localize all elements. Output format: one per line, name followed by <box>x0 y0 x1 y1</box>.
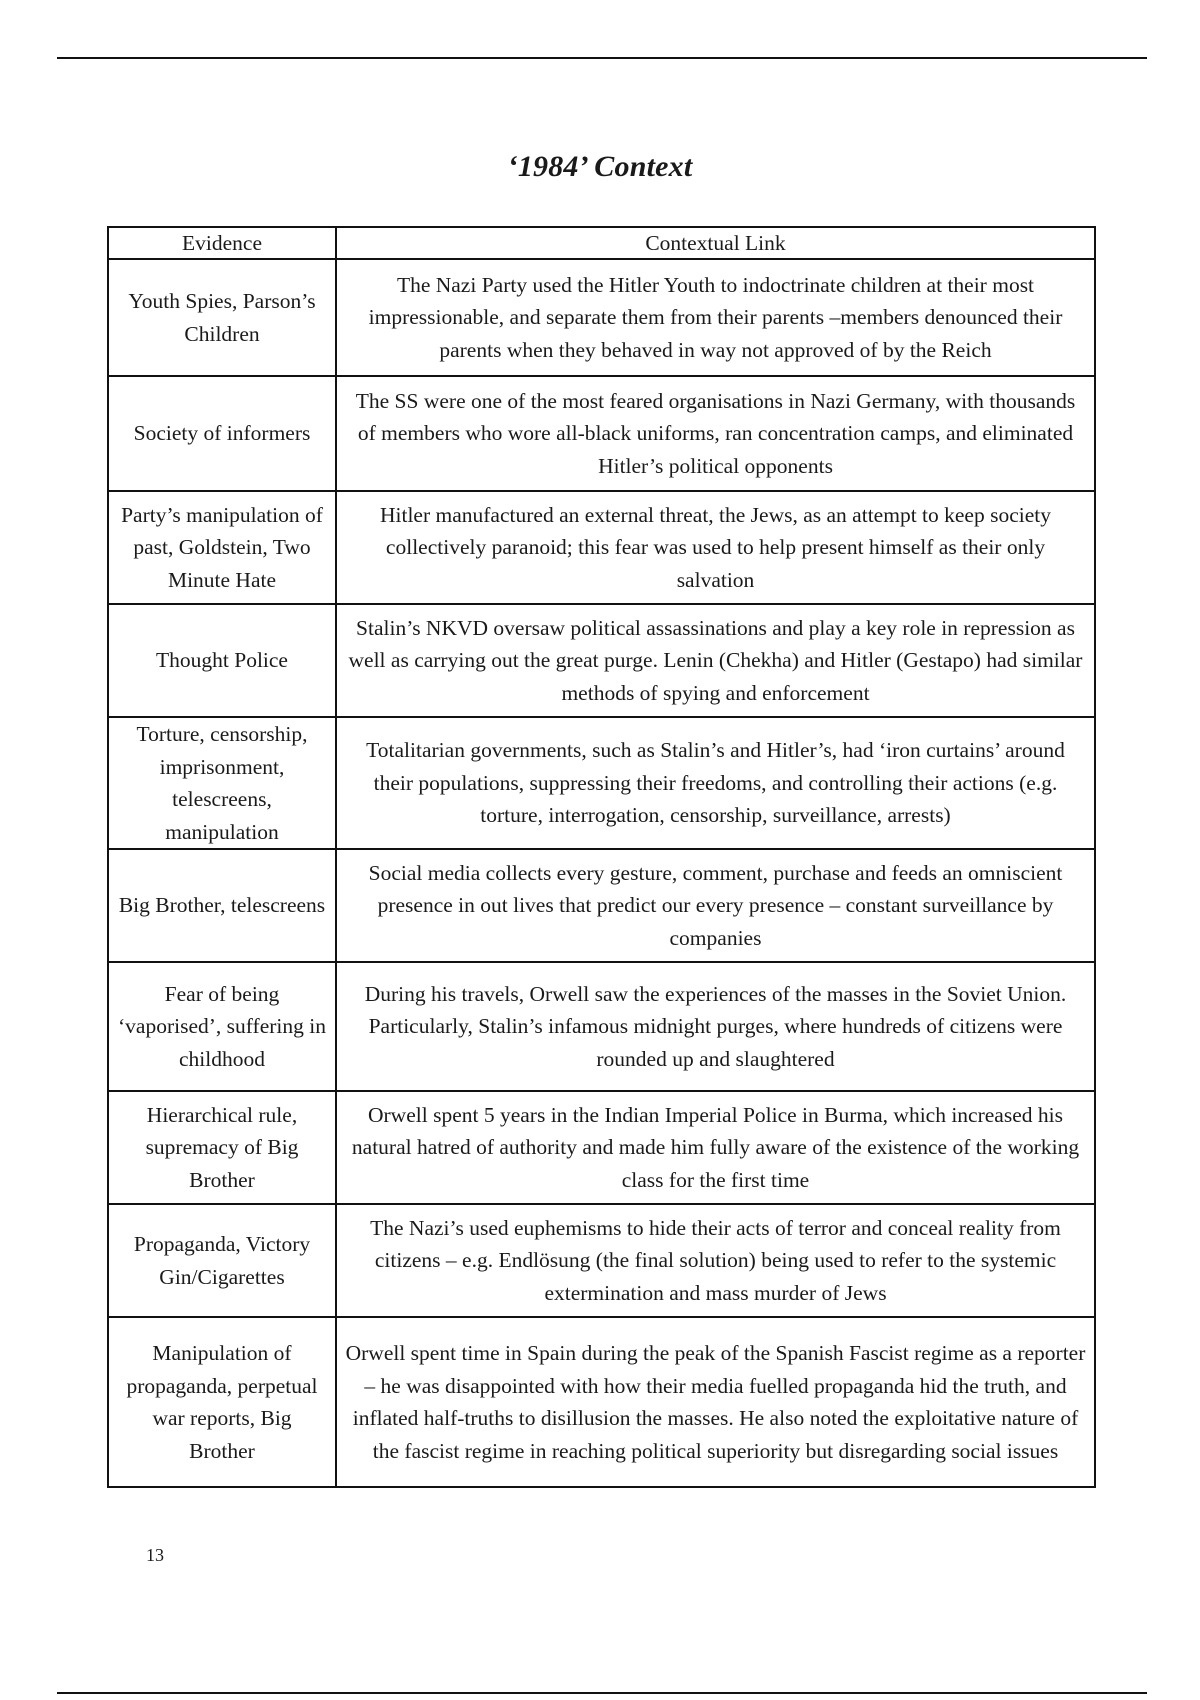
evidence-cell: Fear of being ‘vaporised’, suffering in childhood <box>108 962 336 1091</box>
contextual-link-cell: Orwell spent 5 years in the Indian Imperial Police in Burma, which increased his natural hatred of authority and made him fully aware of the existence of the working class for the first time <box>336 1091 1095 1204</box>
evidence-cell: Hierarchical rule, supremacy of Big Brother <box>108 1091 336 1204</box>
contextual-link-cell: Hitler manufactured an external threat, the Jews, as an attempt to keep society collectively paranoid; this fear was used to help present himself as their only salvation <box>336 491 1095 604</box>
table-row <box>108 1204 1095 1317</box>
evidence-cell: Torture, censorship, imprisonment, telescreens, manipulation <box>108 717 336 849</box>
evidence-cell: Propaganda, Victory Gin/Cigarettes <box>108 1204 336 1317</box>
contextual-link-cell: The SS were one of the most feared organisations in Nazi Germany, with thousands of members who wore all-black uniforms, ran concentration camps, and eliminated Hitler’s political opponents <box>336 376 1095 491</box>
table-row <box>108 491 1095 604</box>
evidence-cell: Party’s manipulation of past, Goldstein, Two Minute Hate <box>108 491 336 604</box>
evidence-cell: Big Brother, telescreens <box>108 849 336 962</box>
evidence-cell: Society of informers <box>108 376 336 491</box>
table-header-row <box>108 227 1095 259</box>
header-evidence: Evidence <box>108 227 336 259</box>
contextual-link-cell: Stalin’s NKVD oversaw political assassinations and play a key role in repression as well as carrying out the great purge. Lenin (Chekha) and Hitler (Gestapo) had similar methods of spying and enforcement <box>336 604 1095 717</box>
table-row <box>108 1317 1095 1487</box>
evidence-cell: Thought Police <box>108 604 336 717</box>
context-table <box>107 226 1096 1488</box>
table-row <box>108 849 1095 962</box>
page-number: 13 <box>146 1545 164 1565</box>
top-rule <box>57 57 1147 59</box>
page-title: ‘1984’ Context <box>507 150 693 183</box>
contextual-link-cell: The Nazi Party used the Hitler Youth to indoctrinate children at their most impressionable, and separate them from their parents –members denounced their parents when they behaved in way not approved of by the Reich <box>336 259 1095 376</box>
header-contextual-link: Contextual Link <box>336 227 1095 259</box>
contextual-link-cell: Orwell spent time in Spain during the peak of the Spanish Fascist regime as a reporter – he was disappointed with how their media fuelled propaganda hid the truth, and inflated half-truths to disillusion the masses. He also noted the exploitative nature of the fascist regime in reaching political superiority but disregarding social issues <box>336 1317 1095 1487</box>
table-row <box>108 717 1095 849</box>
bottom-rule <box>57 1692 1147 1694</box>
contextual-link-cell: Social media collects every gesture, comment, purchase and feeds an omniscient presence in out lives that predict our every presence – constant surveillance by companies <box>336 849 1095 962</box>
table-row <box>108 259 1095 376</box>
contextual-link-cell: The Nazi’s used euphemisms to hide their acts of terror and conceal reality from citizens – e.g. Endlösung (the final solution) being used to refer to the systemic extermination and mass murder of Jews <box>336 1204 1095 1317</box>
table-row <box>108 604 1095 717</box>
contextual-link-cell: During his travels, Orwell saw the experiences of the masses in the Soviet Union. Particularly, Stalin’s infamous midnight purges, where hundreds of citizens were rounded up and slaughtered <box>336 962 1095 1091</box>
table-row <box>108 376 1095 491</box>
table-row <box>108 1091 1095 1204</box>
contextual-link-cell: Totalitarian governments, such as Stalin’s and Hitler’s, had ‘iron curtains’ around their populations, suppressing their freedoms, and controlling their actions (e.g. torture, interrogation, censorship, surveillance, arrests) <box>336 717 1095 849</box>
evidence-cell: Youth Spies, Parson’s Children <box>108 259 336 376</box>
evidence-cell: Manipulation of propaganda, perpetual war reports, Big Brother <box>108 1317 336 1487</box>
table-row <box>108 962 1095 1091</box>
